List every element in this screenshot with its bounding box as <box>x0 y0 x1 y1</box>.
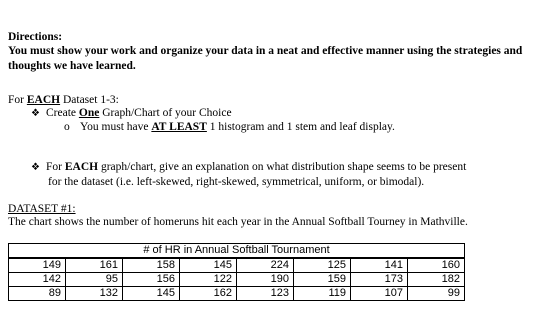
sub-bullet-pre: You must have <box>80 121 152 133</box>
table-row <box>9 287 465 301</box>
table-cell: 161 <box>66 258 123 273</box>
table-cell: 141 <box>351 258 408 273</box>
sub-bullet-post: 1 histogram and 1 stem and leaf display. <box>206 121 395 133</box>
bullet-1-emphasis: One <box>78 107 100 119</box>
table-cell: 145 <box>180 258 237 273</box>
table-cell: 182 <box>408 273 465 287</box>
bullet-2-emphasis: EACH <box>64 161 99 173</box>
table-cell: 156 <box>123 273 180 287</box>
bullet-1-pre: Create <box>46 107 79 119</box>
bullet-create-graph <box>31 106 232 121</box>
table-cell: 122 <box>180 273 237 287</box>
table-cell: 145 <box>123 287 180 301</box>
for-each-emphasis: EACH <box>26 94 61 106</box>
for-each-pre: For <box>8 94 27 106</box>
table-cell: 142 <box>9 273 66 287</box>
bullet-2-line-1: graph/chart, give an explanation on what distribution shape seems to be present <box>98 161 467 173</box>
table-row <box>9 258 465 273</box>
bullet-2-pre: For <box>46 161 65 173</box>
table-row <box>9 273 465 287</box>
table-cell: 190 <box>237 273 294 287</box>
table-cell: 160 <box>408 258 465 273</box>
bullet-1-post: Graph/Chart of your Choice <box>99 107 232 119</box>
bullet-explanation <box>31 160 526 190</box>
sub-bullet-requirement <box>64 120 395 134</box>
directions-paragraph: You must show your work and organize your data in a neat and effective manner using the strategies and thoughts we have learned. <box>8 45 523 72</box>
for-each-post: Dataset 1-3: <box>60 94 119 106</box>
for-each-line <box>8 93 119 107</box>
table-cell: 159 <box>294 273 351 287</box>
table-cell: 158 <box>123 258 180 273</box>
dataset-description: The chart shows the number of homeruns hit each year in the Annual Softball Tourney in Mathville. <box>8 216 468 228</box>
diamond-bullet-icon: ❖ <box>31 108 40 119</box>
table-cell: 224 <box>237 258 294 273</box>
dataset-label: DATASET #1: <box>8 203 76 215</box>
table-title: # of HR in Annual Softball Tournament <box>9 244 465 259</box>
table-cell: 107 <box>351 287 408 301</box>
diamond-bullet-icon: ❖ <box>31 162 40 173</box>
table-cell: 99 <box>408 287 465 301</box>
table-cell: 123 <box>237 287 294 301</box>
sub-bullet-emphasis: AT LEAST <box>151 121 207 133</box>
table-cell: 95 <box>66 273 123 287</box>
table-cell: 89 <box>9 287 66 301</box>
sub-bullet-marker: o <box>64 121 70 133</box>
table-cell: 173 <box>351 273 408 287</box>
bullet-2-line-2: for the dataset (i.e. left-skewed, right-skewed, symmetrical, uniform, or bimodal). <box>48 176 425 188</box>
table-cell: 132 <box>66 287 123 301</box>
table-cell: 125 <box>294 258 351 273</box>
table-cell: 149 <box>9 258 66 273</box>
homerun-data-table <box>8 243 465 301</box>
table-cell: 162 <box>180 287 237 301</box>
table-cell: 119 <box>294 287 351 301</box>
directions-heading: Directions: <box>8 31 63 43</box>
